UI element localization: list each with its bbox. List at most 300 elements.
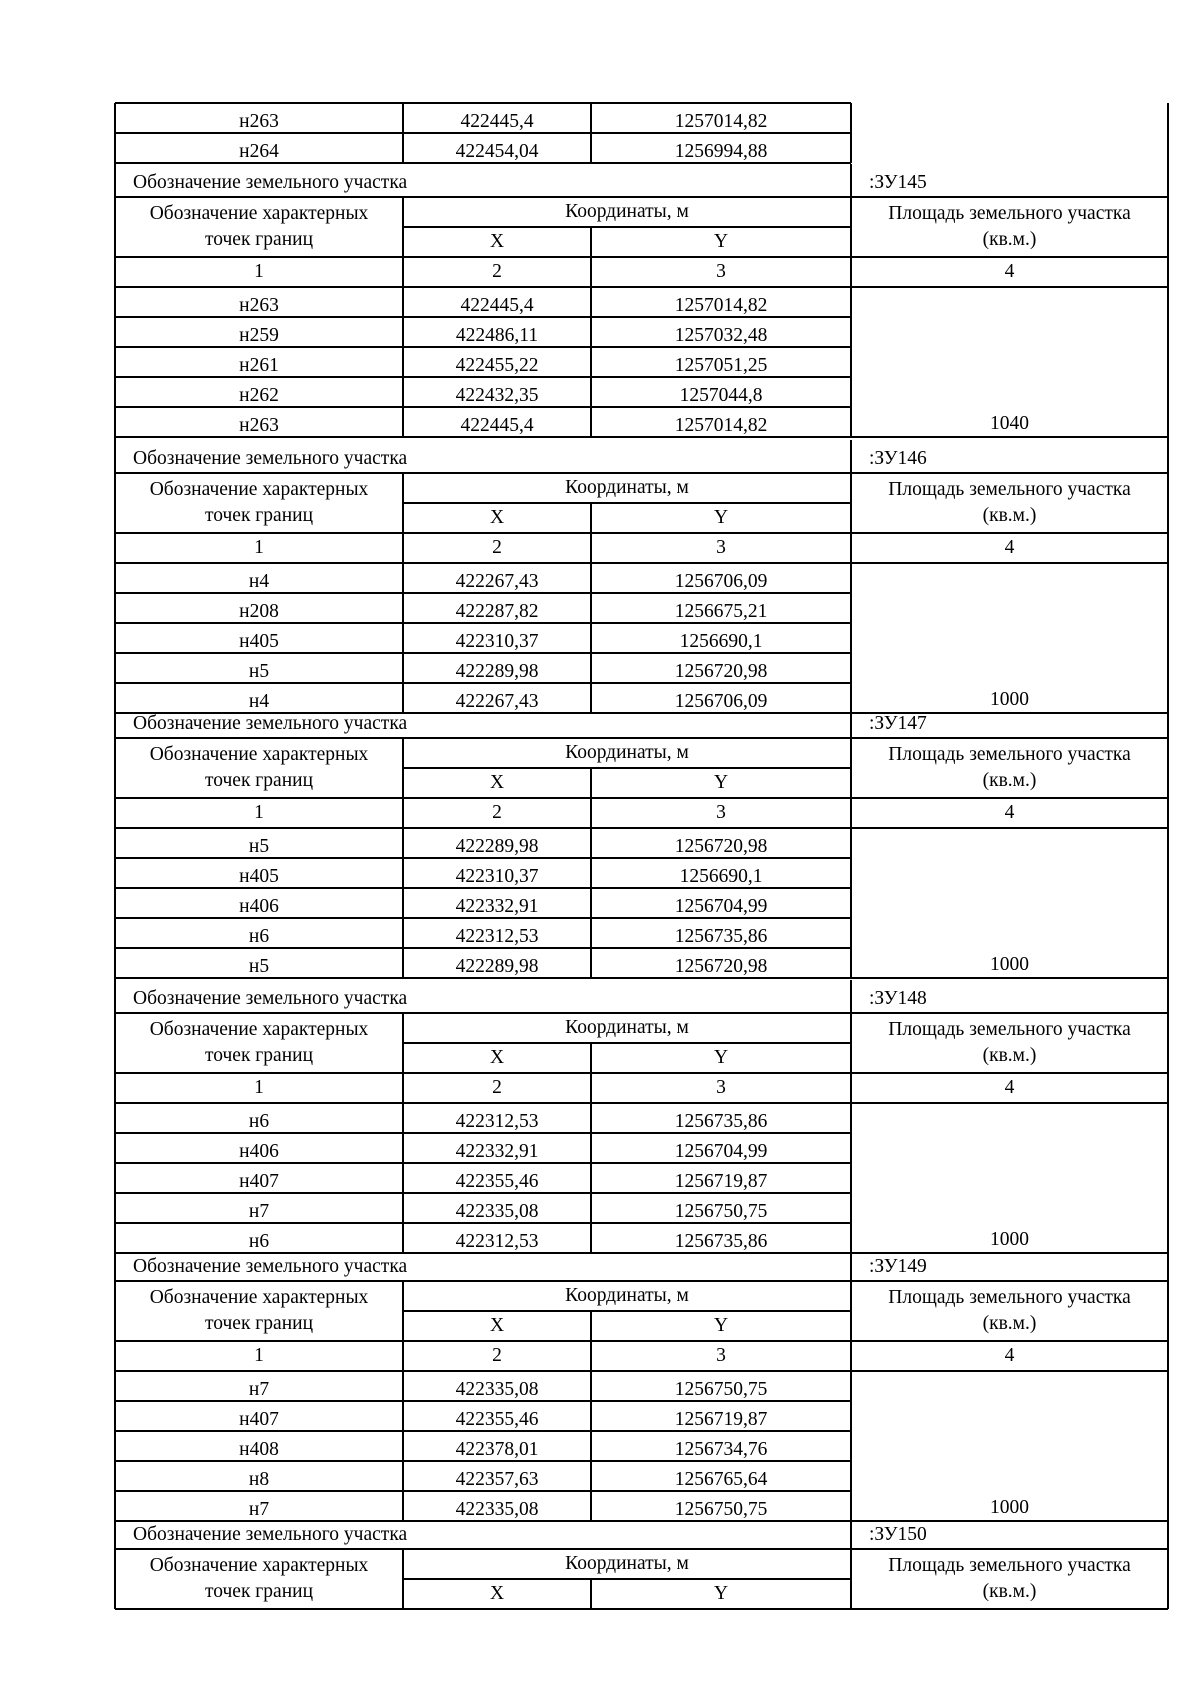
v-rule <box>590 653 592 683</box>
parcel-4-row-1-point: н407 <box>239 1409 279 1430</box>
parcel-3-point-header-1: Обозначение характерных <box>149 1019 369 1040</box>
parcel-0-row-1-point: н259 <box>239 325 279 346</box>
parcel-0-coords-header: Координаты, м <box>565 201 689 222</box>
parcel-4-row-2-point: н408 <box>239 1439 279 1460</box>
v-rule <box>402 407 404 437</box>
v-rule <box>590 317 592 347</box>
parcel-3-row-3-point: н7 <box>248 1201 270 1222</box>
v-rule <box>850 563 852 713</box>
v-rule <box>590 227 592 257</box>
parcel-3-row-4-point: н6 <box>248 1231 270 1252</box>
parcel-2-x-header: X <box>489 772 505 793</box>
h-rule <box>115 1222 851 1224</box>
parcel-3-point-header-2: точек границ <box>204 1045 314 1066</box>
parcel-1-area-header-2: (кв.м.) <box>982 505 1037 526</box>
parcel-1-row-1-y: 1256675,21 <box>674 601 768 622</box>
h-rule <box>115 1430 851 1432</box>
h-rule <box>115 162 851 164</box>
h-rule <box>115 1162 851 1164</box>
v-rule <box>402 593 404 623</box>
v-rule <box>402 828 404 858</box>
v-rule <box>402 1223 404 1253</box>
v-rule <box>1167 1521 1169 1609</box>
parcel-3-area-header-1: Площадь земельного участка <box>888 1019 1131 1040</box>
h-rule <box>115 316 851 318</box>
parcel-1-coords-header: Координаты, м <box>565 477 689 498</box>
h-rule <box>403 226 851 228</box>
parcel-3-row-0-point: н6 <box>248 1111 270 1132</box>
v-rule <box>850 738 852 798</box>
parcel-2-row-3-y: 1256735,86 <box>674 926 768 947</box>
parcel-0-row-2-point: н261 <box>239 355 279 376</box>
parcel-2-id: :ЗУ147 <box>869 713 927 734</box>
parcel-3-coords-header: Координаты, м <box>565 1017 689 1038</box>
v-rule <box>402 738 404 798</box>
v-rule <box>850 1073 852 1103</box>
parcel-4-row-3-point: н8 <box>248 1469 270 1490</box>
h-rule <box>851 1252 1168 1254</box>
parcel-4-row-2-y: 1256734,76 <box>674 1439 768 1460</box>
parcel-4-row-4-x: 422335,08 <box>455 1499 539 1520</box>
parcel-0-row-0-point: н263 <box>239 295 279 316</box>
parcel-4-label: Обозначение земельного участка <box>133 1256 408 1277</box>
parcel-4-row-0-point: н7 <box>248 1379 270 1400</box>
parcel-5-point-header-1: Обозначение характерных <box>149 1555 369 1576</box>
parcel-2-area: 1000 <box>990 954 1029 975</box>
parcel-3-col-num-2: 2 <box>492 1077 502 1098</box>
v-rule <box>402 533 404 563</box>
v-rule <box>590 888 592 918</box>
v-rule <box>590 918 592 948</box>
parcel-3-col-num-1: 1 <box>254 1077 264 1098</box>
parcel-1-row-2-y: 1256690,1 <box>679 631 763 652</box>
parcel-0-col-num-1: 1 <box>254 261 264 282</box>
parcel-2-col-num-4: 4 <box>1004 802 1015 823</box>
v-rule <box>590 133 592 163</box>
v-rule <box>402 1163 404 1193</box>
h-rule <box>115 132 851 134</box>
v-rule <box>402 317 404 347</box>
h-rule <box>115 1340 1168 1342</box>
parcel-1-row-0-x: 422267,43 <box>455 571 539 592</box>
h-rule <box>115 286 1168 288</box>
v-rule <box>402 888 404 918</box>
parcel-0-area-header-2: (кв.м.) <box>982 229 1037 250</box>
v-rule <box>590 683 592 713</box>
parcel-4-id: :ЗУ149 <box>869 1256 927 1277</box>
parcel-4-row-2-x: 422378,01 <box>455 1439 539 1460</box>
v-rule <box>590 623 592 653</box>
parcel-3-row-2-x: 422355,46 <box>455 1171 539 1192</box>
continuation-row-0-y: 1257014,82 <box>674 111 768 132</box>
v-rule <box>402 1371 404 1401</box>
parcel-2-label: Обозначение земельного участка <box>133 713 408 734</box>
h-rule <box>115 977 851 979</box>
h-rule <box>115 562 1168 564</box>
v-rule <box>590 1461 592 1491</box>
parcel-3-row-2-point: н407 <box>239 1171 279 1192</box>
v-rule <box>402 683 404 713</box>
continuation-row-0-point: н263 <box>239 111 279 132</box>
parcel-4-point-header-1: Обозначение характерных <box>149 1287 369 1308</box>
parcel-5-id: :ЗУ150 <box>869 1524 927 1545</box>
v-rule <box>850 1281 852 1341</box>
parcel-0-row-1-x: 422486,11 <box>455 325 539 346</box>
parcel-1-y-header: Y <box>713 507 729 528</box>
v-rule <box>402 1281 404 1341</box>
v-rule <box>402 653 404 683</box>
h-rule <box>115 406 851 408</box>
v-rule <box>850 533 852 563</box>
parcel-4-row-4-y: 1256750,75 <box>674 1499 768 1520</box>
parcel-0-row-1-y: 1257032,48 <box>674 325 768 346</box>
parcel-4-row-3-y: 1256765,64 <box>674 1469 768 1490</box>
h-rule <box>115 256 1168 258</box>
parcel-1-row-3-y: 1256720,98 <box>674 661 768 682</box>
parcel-2-point-header-1: Обозначение характерных <box>149 744 369 765</box>
v-rule <box>402 918 404 948</box>
h-rule <box>115 1132 851 1134</box>
parcel-3-row-1-point: н406 <box>239 1141 279 1162</box>
v-rule <box>402 1491 404 1521</box>
parcel-4-area-header-1: Площадь земельного участка <box>888 1287 1131 1308</box>
parcel-0-row-0-y: 1257014,82 <box>674 295 768 316</box>
parcel-2-col-num-3: 3 <box>716 802 726 823</box>
continuation-row-0-x: 422445,4 <box>460 111 534 132</box>
h-rule <box>115 737 1168 739</box>
h-rule <box>115 436 851 438</box>
parcel-2-row-1-x: 422310,37 <box>455 866 539 887</box>
v-rule <box>114 978 116 1253</box>
v-rule <box>590 503 592 533</box>
parcel-1-label: Обозначение земельного участка <box>133 448 408 469</box>
parcel-1-row-4-point: н4 <box>248 691 270 712</box>
v-rule <box>850 705 852 738</box>
v-rule <box>590 1491 592 1521</box>
parcel-3-row-0-y: 1256735,86 <box>674 1111 768 1132</box>
parcel-1-row-0-y: 1256706,09 <box>674 571 768 592</box>
parcel-4-area-header-2: (кв.м.) <box>982 1313 1037 1334</box>
parcel-5-area-header-1: Площадь земельного участка <box>888 1555 1131 1576</box>
v-rule <box>590 347 592 377</box>
parcel-0-row-3-point: н262 <box>239 385 279 406</box>
v-rule <box>402 623 404 653</box>
h-rule <box>115 376 851 378</box>
v-rule <box>590 257 592 287</box>
parcel-3-row-3-x: 422335,08 <box>455 1201 539 1222</box>
h-rule <box>851 1520 1168 1522</box>
v-rule <box>402 1341 404 1371</box>
v-rule <box>850 1013 852 1073</box>
parcel-0-row-4-y: 1257014,82 <box>674 415 768 436</box>
parcel-2-row-2-point: н406 <box>239 896 279 917</box>
h-rule <box>115 1280 1168 1282</box>
parcel-1-area-header-1: Площадь земельного участка <box>888 479 1131 500</box>
h-rule <box>115 857 851 859</box>
parcel-4-area: 1000 <box>990 1497 1029 1518</box>
v-rule <box>850 473 852 533</box>
parcel-2-row-3-point: н6 <box>248 926 270 947</box>
v-rule <box>850 1103 852 1253</box>
v-rule <box>402 1401 404 1431</box>
parcel-0-row-0-x: 422445,4 <box>460 295 534 316</box>
v-rule <box>590 407 592 437</box>
parcel-0-row-2-y: 1257051,25 <box>674 355 768 376</box>
parcel-0-y-header: Y <box>713 231 729 252</box>
parcel-0-col-num-3: 3 <box>716 261 726 282</box>
parcel-2-row-1-point: н405 <box>239 866 279 887</box>
v-rule <box>402 257 404 287</box>
v-rule <box>402 1193 404 1223</box>
v-rule <box>114 163 116 437</box>
parcel-3-row-2-y: 1256719,87 <box>674 1171 768 1192</box>
v-rule <box>590 563 592 593</box>
h-rule <box>403 502 851 504</box>
v-rule <box>590 1073 592 1103</box>
parcel-2-row-0-x: 422289,98 <box>455 836 539 857</box>
h-rule <box>115 1370 1168 1372</box>
v-rule <box>850 980 852 1013</box>
v-rule <box>590 1223 592 1253</box>
parcel-1-point-header-1: Обозначение характерных <box>149 479 369 500</box>
h-rule <box>851 436 1168 438</box>
v-rule <box>850 103 852 163</box>
v-rule <box>590 1579 592 1609</box>
parcel-4-x-header: X <box>489 1315 505 1336</box>
v-rule <box>1167 437 1169 713</box>
v-rule <box>850 257 852 287</box>
v-rule <box>402 1461 404 1491</box>
v-rule <box>1167 1253 1169 1521</box>
parcel-0-row-4-point: н263 <box>239 415 279 436</box>
v-rule <box>850 1371 852 1521</box>
parcel-0-col-num-4: 4 <box>1004 261 1015 282</box>
v-rule <box>850 1516 852 1549</box>
v-rule <box>850 1341 852 1371</box>
continuation-row-1-y: 1256994,88 <box>674 141 768 162</box>
h-rule <box>115 1490 851 1492</box>
parcel-3-row-1-y: 1256704,99 <box>674 1141 768 1162</box>
v-rule <box>850 798 852 828</box>
parcel-3-y-header: Y <box>713 1047 729 1068</box>
v-rule <box>402 1549 404 1609</box>
parcel-0-area: 1040 <box>990 413 1029 434</box>
v-rule <box>402 1103 404 1133</box>
v-rule <box>850 1248 852 1281</box>
continuation-row-1-point: н264 <box>239 141 279 162</box>
v-rule <box>114 437 116 713</box>
parcel-1-row-1-point: н208 <box>239 601 279 622</box>
h-rule <box>851 977 1168 979</box>
parcel-4-point-header-2: точек границ <box>204 1313 314 1334</box>
v-rule <box>590 858 592 888</box>
v-rule <box>402 347 404 377</box>
parcel-0-col-num-2: 2 <box>492 261 502 282</box>
parcel-4-col-num-3: 3 <box>716 1345 726 1366</box>
v-rule <box>1167 163 1169 437</box>
v-rule <box>590 1341 592 1371</box>
parcel-4-row-1-x: 422355,46 <box>455 1409 539 1430</box>
h-rule <box>115 1400 851 1402</box>
parcel-0-row-4-x: 422445,4 <box>460 415 534 436</box>
v-rule <box>402 103 404 133</box>
v-rule <box>402 197 404 257</box>
v-rule <box>590 1043 592 1073</box>
parcel-4-row-1-y: 1256719,87 <box>674 1409 768 1430</box>
parcel-5-y-header: Y <box>713 1583 729 1604</box>
parcel-2-area-header-1: Площадь земельного участка <box>888 744 1131 765</box>
h-rule <box>115 472 1168 474</box>
h-rule <box>115 1548 1168 1550</box>
h-rule <box>403 1310 851 1312</box>
v-rule <box>590 798 592 828</box>
h-rule <box>115 532 1168 534</box>
parcel-2-row-4-y: 1256720,98 <box>674 956 768 977</box>
v-rule <box>402 858 404 888</box>
v-rule <box>402 1073 404 1103</box>
parcel-5-point-header-2: точек границ <box>204 1581 314 1602</box>
parcel-4-row-0-x: 422335,08 <box>455 1379 539 1400</box>
parcel-1-point-header-2: точек границ <box>204 505 314 526</box>
h-rule <box>115 917 851 919</box>
parcel-0-area-header-1: Площадь земельного участка <box>888 203 1131 224</box>
h-rule <box>115 652 851 654</box>
parcel-1-row-3-x: 422289,98 <box>455 661 539 682</box>
parcel-4-col-num-4: 4 <box>1004 1345 1015 1366</box>
v-rule <box>1167 103 1169 163</box>
parcel-1-id: :ЗУ146 <box>869 448 927 469</box>
v-rule <box>114 1253 116 1521</box>
v-rule <box>402 1133 404 1163</box>
parcel-0-point-header-1: Обозначение характерных <box>149 203 369 224</box>
v-rule <box>850 197 852 257</box>
v-rule <box>850 828 852 978</box>
parcel-1-row-3-point: н5 <box>248 661 270 682</box>
h-rule <box>115 592 851 594</box>
parcel-0-id: :ЗУ145 <box>869 172 927 193</box>
parcel-3-row-4-x: 422312,53 <box>455 1231 539 1252</box>
v-rule <box>590 377 592 407</box>
parcel-2-row-1-y: 1256690,1 <box>679 866 763 887</box>
v-rule <box>590 593 592 623</box>
v-rule <box>402 798 404 828</box>
h-rule <box>115 797 1168 799</box>
parcel-4-row-4-point: н7 <box>248 1499 270 1520</box>
parcel-4-y-header: Y <box>713 1315 729 1336</box>
parcel-1-col-num-4: 4 <box>1004 537 1015 558</box>
parcel-3-col-num-3: 3 <box>716 1077 726 1098</box>
v-rule <box>402 1013 404 1073</box>
h-rule <box>115 196 1168 198</box>
v-rule <box>590 1401 592 1431</box>
parcel-5-x-header: X <box>489 1583 505 1604</box>
parcel-0-row-2-x: 422455,22 <box>455 355 539 376</box>
parcel-1-col-num-2: 2 <box>492 537 502 558</box>
parcel-1-x-header: X <box>489 507 505 528</box>
parcel-2-row-4-point: н5 <box>248 956 270 977</box>
v-rule <box>1167 978 1169 1253</box>
h-rule <box>115 1192 851 1194</box>
parcel-2-col-num-2: 2 <box>492 802 502 823</box>
v-rule <box>590 103 592 133</box>
parcel-3-row-1-x: 422332,91 <box>455 1141 539 1162</box>
h-rule <box>403 767 851 769</box>
v-rule <box>402 563 404 593</box>
h-rule <box>115 947 851 949</box>
v-rule <box>590 1431 592 1461</box>
parcel-3-x-header: X <box>489 1047 505 1068</box>
parcel-2-area-header-2: (кв.м.) <box>982 770 1037 791</box>
parcel-0-point-header-2: точек границ <box>204 229 314 250</box>
v-rule <box>850 1549 852 1609</box>
parcel-4-row-0-y: 1256750,75 <box>674 1379 768 1400</box>
h-rule <box>115 622 851 624</box>
parcel-5-label: Обозначение земельного участка <box>133 1524 408 1545</box>
parcel-3-id: :ЗУ148 <box>869 988 927 1009</box>
h-rule <box>115 827 1168 829</box>
parcel-5-coords-header: Координаты, м <box>565 1553 689 1574</box>
parcel-5-area-header-2: (кв.м.) <box>982 1581 1037 1602</box>
parcel-2-coords-header: Координаты, м <box>565 742 689 763</box>
v-rule <box>590 1133 592 1163</box>
v-rule <box>590 828 592 858</box>
parcel-3-area: 1000 <box>990 1229 1029 1250</box>
continuation-row-1-x: 422454,04 <box>455 141 539 162</box>
v-rule <box>114 103 116 163</box>
v-rule <box>402 287 404 317</box>
v-rule <box>402 948 404 978</box>
v-rule <box>590 1103 592 1133</box>
parcel-3-col-num-4: 4 <box>1004 1077 1015 1098</box>
parcel-4-col-num-1: 1 <box>254 1345 264 1366</box>
v-rule <box>590 1311 592 1341</box>
parcel-1-col-num-3: 3 <box>716 537 726 558</box>
h-rule <box>115 887 851 889</box>
parcel-2-row-2-x: 422332,91 <box>455 896 539 917</box>
v-rule <box>590 1163 592 1193</box>
parcel-1-row-0-point: н4 <box>248 571 270 592</box>
h-rule <box>115 1102 1168 1104</box>
parcel-0-row-3-x: 422432,35 <box>455 385 539 406</box>
v-rule <box>402 1431 404 1461</box>
parcel-2-row-4-x: 422289,98 <box>455 956 539 977</box>
h-rule <box>115 346 851 348</box>
v-rule <box>402 133 404 163</box>
parcel-2-row-0-point: н5 <box>248 836 270 857</box>
v-rule <box>590 768 592 798</box>
h-rule <box>115 1520 851 1522</box>
v-rule <box>402 473 404 533</box>
h-rule <box>115 1012 1168 1014</box>
parcel-1-area: 1000 <box>990 689 1029 710</box>
parcel-0-row-3-y: 1257044,8 <box>679 385 763 406</box>
parcel-3-row-0-x: 422312,53 <box>455 1111 539 1132</box>
parcel-1-row-1-x: 422287,82 <box>455 601 539 622</box>
v-rule <box>1167 713 1169 978</box>
v-rule <box>114 1521 116 1609</box>
h-rule <box>115 102 851 104</box>
parcel-4-coords-header: Координаты, м <box>565 1285 689 1306</box>
h-rule <box>115 1072 1168 1074</box>
parcel-1-row-4-y: 1256706,09 <box>674 691 768 712</box>
v-rule <box>114 713 116 978</box>
parcel-1-row-2-x: 422310,37 <box>455 631 539 652</box>
parcel-3-row-3-y: 1256750,75 <box>674 1201 768 1222</box>
parcel-2-row-0-y: 1256720,98 <box>674 836 768 857</box>
h-rule <box>115 1252 851 1254</box>
v-rule <box>850 164 852 197</box>
parcel-0-label: Обозначение земельного участка <box>133 172 408 193</box>
